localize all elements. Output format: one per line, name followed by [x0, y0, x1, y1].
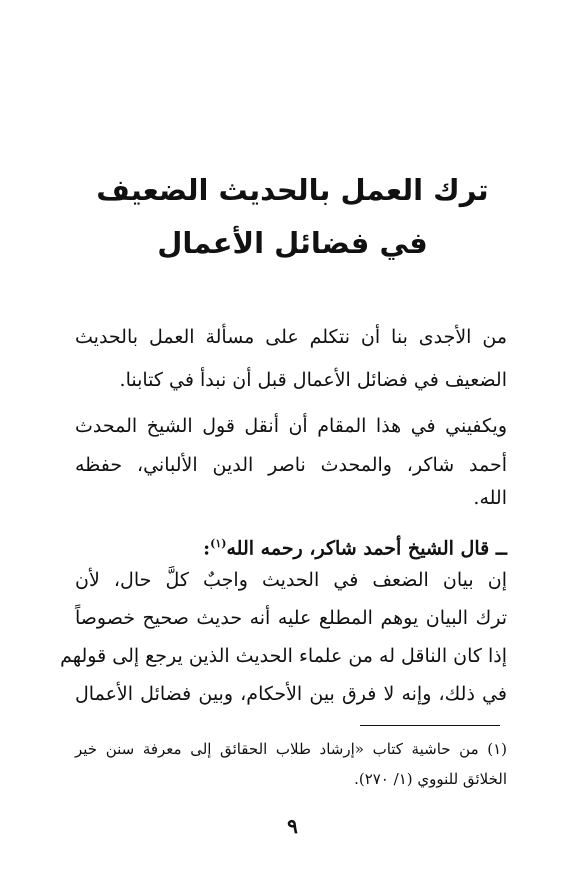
- body-line: ترك البيان يوهم المطلع عليه أنه حديث صحيح خصوصاً: [75, 607, 507, 629]
- body-line: في ذلك، وإنه لا فرق بين الأحكام، وبين فضائل الأعمال: [75, 683, 507, 705]
- page-number: ٩: [287, 814, 298, 838]
- footnote-line: (١) من حاشية كتاب «إرشاد طلاب الحقائق إلى معرفة سنن خير: [75, 740, 507, 758]
- chapter-title-line-1: ترك العمل بالحديث الضعيف: [96, 173, 489, 207]
- footnote-separator: [360, 725, 500, 726]
- footnote-marker: (١): [210, 537, 227, 550]
- body-line: ويكفيني في هذا المقام أن أنقل قول الشيخ المحدث: [75, 415, 507, 437]
- body-line: الله.: [473, 487, 507, 509]
- quote-colon: :: [203, 537, 211, 560]
- quote-heading: [75, 530, 507, 562]
- body-line: أحمد شاكر، والمحدث ناصر الدين الألباني، حفظه: [75, 454, 507, 476]
- body-line: إن بيان الضعف في الحديث واجبٌ كلَّ حال، لأن: [75, 569, 507, 591]
- body-line: إذا كان الناقل له من علماء الحديث الذين يرجع إلى قولهم: [60, 645, 507, 667]
- body-line: من الأجدى بنا أن نتكلم على مسألة العمل بالحديث: [75, 326, 507, 348]
- footnote-line: الخلائق للنووي (١/ ٢٧٠).: [354, 770, 507, 788]
- quote-heading-text: ــ قال الشيخ أحمد شاكر، رحمه الله: [226, 537, 507, 560]
- body-line: الضعيف في فضائل الأعمال قبل أن نبدأ في كتابنا.: [119, 369, 507, 391]
- chapter-title-line-2: في فضائل الأعمال: [157, 226, 428, 260]
